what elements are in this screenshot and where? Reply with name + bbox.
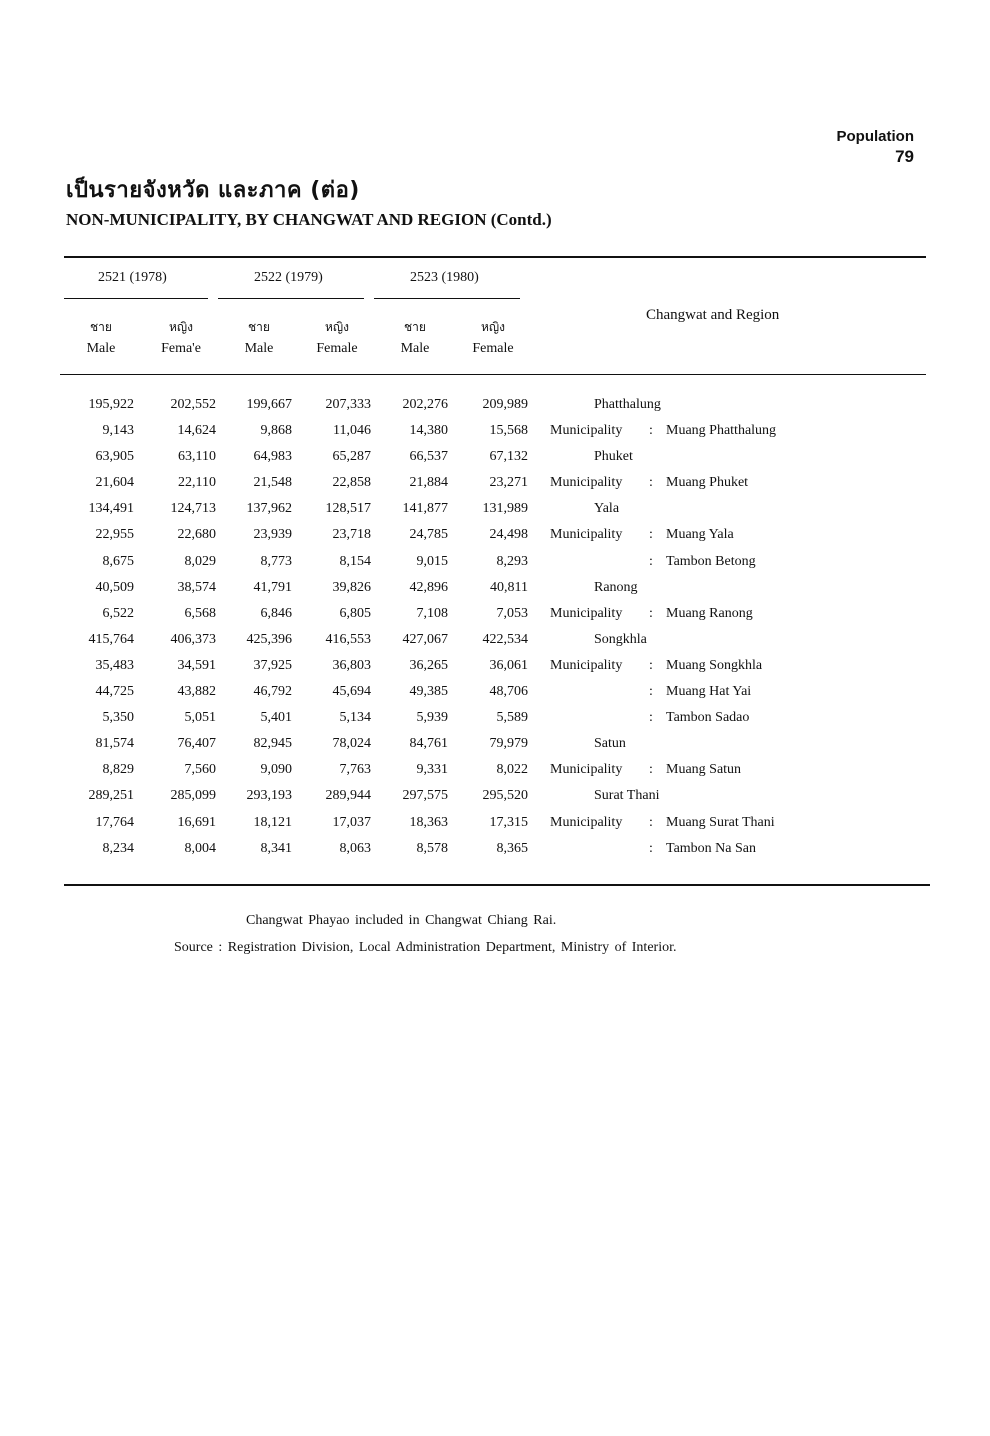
cell-female-1979: 36,803 bbox=[332, 657, 371, 673]
cell-male-1980: 9,331 bbox=[416, 762, 448, 778]
cell-male-1979: 293,193 bbox=[246, 788, 292, 804]
cell-female-1979: 39,826 bbox=[332, 579, 371, 595]
cell-male-1978: 17,764 bbox=[95, 814, 134, 830]
colon-separator: : bbox=[649, 710, 653, 726]
colon-separator: : bbox=[649, 605, 653, 621]
table-row bbox=[0, 421, 990, 447]
cell-female-1979: 6,805 bbox=[339, 605, 371, 621]
cell-male-1979: 64,983 bbox=[253, 449, 292, 465]
year-underline-1978 bbox=[64, 298, 208, 299]
page-header bbox=[837, 128, 915, 167]
col-female-label: Female bbox=[316, 341, 358, 356]
cell-female-1980: 422,534 bbox=[482, 631, 528, 647]
cell-male-1980: 141,877 bbox=[402, 501, 448, 517]
cell-male-1979: 21,548 bbox=[253, 475, 292, 491]
cell-male-1978: 134,491 bbox=[88, 501, 134, 517]
cell-female-1979: 45,694 bbox=[332, 684, 371, 700]
table-row bbox=[0, 630, 990, 656]
cell-female-1980: 36,061 bbox=[489, 657, 528, 673]
table-row bbox=[0, 734, 990, 760]
locality-name: Muang Satun bbox=[666, 762, 742, 778]
col-female-1979 bbox=[302, 316, 372, 360]
col-male-1980 bbox=[380, 316, 450, 360]
cell-male-1980: 297,575 bbox=[402, 788, 448, 804]
cell-female-1980: 8,022 bbox=[496, 762, 528, 778]
cell-female-1979: 22,858 bbox=[332, 475, 371, 491]
table-row bbox=[0, 708, 990, 734]
cell-male-1979: 5,401 bbox=[260, 710, 292, 726]
cell-female-1980: 17,315 bbox=[489, 814, 528, 830]
col-male-thai: ชาย bbox=[248, 320, 270, 334]
cell-male-1978: 22,955 bbox=[95, 527, 134, 543]
province-name: Yala bbox=[594, 501, 620, 517]
locality-name: Muang Surat Thani bbox=[666, 814, 775, 830]
cell-female-1978: 34,591 bbox=[177, 657, 216, 673]
table-row bbox=[0, 839, 990, 865]
cell-male-1980: 66,537 bbox=[409, 449, 448, 465]
col-female-label: Fema'e bbox=[161, 341, 201, 356]
cell-male-1978: 35,483 bbox=[95, 657, 134, 673]
cell-female-1978: 43,882 bbox=[177, 684, 216, 700]
col-female-1980 bbox=[458, 316, 528, 360]
cell-male-1978: 415,764 bbox=[88, 631, 134, 647]
municipality-label: Municipality bbox=[550, 423, 623, 439]
cell-female-1979: 23,718 bbox=[332, 527, 371, 543]
cell-male-1979: 8,773 bbox=[260, 553, 292, 569]
table-row bbox=[0, 499, 990, 525]
cell-female-1979: 5,134 bbox=[339, 710, 371, 726]
colon-separator: : bbox=[649, 657, 653, 673]
cell-female-1978: 202,552 bbox=[170, 397, 216, 412]
table-row bbox=[0, 447, 990, 473]
col-male-thai: ชาย bbox=[404, 320, 426, 334]
bottom-rule bbox=[64, 884, 930, 886]
col-female-thai: หญิง bbox=[481, 320, 505, 334]
table-row bbox=[0, 813, 990, 839]
locality-name: Muang Ranong bbox=[666, 605, 753, 621]
cell-male-1980: 202,276 bbox=[402, 397, 448, 412]
locality-name: Muang Songkhla bbox=[666, 657, 763, 673]
cell-female-1979: 207,333 bbox=[325, 397, 371, 412]
cell-female-1979: 78,024 bbox=[332, 736, 371, 752]
locality-name: Muang Phatthalung bbox=[666, 423, 777, 439]
year-header-1979: 2522 (1979) bbox=[254, 270, 323, 285]
cell-female-1978: 8,029 bbox=[184, 553, 216, 569]
table-row bbox=[0, 552, 990, 578]
year-underline-1979 bbox=[218, 298, 364, 299]
col-male-label: Male bbox=[244, 341, 274, 356]
cell-female-1978: 5,051 bbox=[184, 710, 216, 726]
colon-separator: : bbox=[649, 840, 653, 856]
source-note: Source : Registration Division, Local Administration Department, Ministry of Interior. bbox=[174, 940, 677, 955]
year-underline-1980 bbox=[374, 298, 520, 299]
cell-female-1979: 65,287 bbox=[332, 449, 371, 465]
cell-female-1978: 285,099 bbox=[170, 788, 216, 804]
colon-separator: : bbox=[649, 527, 653, 543]
cell-male-1980: 21,884 bbox=[409, 475, 448, 491]
province-name: Phuket bbox=[594, 449, 633, 465]
table-body bbox=[0, 395, 990, 865]
year-header-1978: 2521 (1978) bbox=[98, 270, 167, 285]
table-row bbox=[0, 473, 990, 499]
cell-female-1978: 8,004 bbox=[184, 840, 216, 856]
cell-male-1980: 5,939 bbox=[416, 710, 448, 726]
colon-separator: : bbox=[649, 762, 653, 778]
col-female-label: Female bbox=[472, 341, 514, 356]
cell-female-1979: 7,763 bbox=[339, 762, 371, 778]
table-row bbox=[0, 656, 990, 682]
year-header-1980: 2523 (1980) bbox=[410, 270, 479, 285]
cell-female-1978: 14,624 bbox=[177, 423, 216, 439]
cell-male-1978: 9,143 bbox=[102, 423, 134, 439]
cell-female-1979: 289,944 bbox=[325, 788, 371, 804]
cell-male-1979: 8,341 bbox=[260, 840, 292, 856]
province-name: Songkhla bbox=[594, 631, 647, 647]
col-male-label: Male bbox=[400, 341, 430, 356]
cell-male-1979: 6,846 bbox=[260, 605, 292, 621]
table-row bbox=[0, 786, 990, 812]
municipality-label: Municipality bbox=[550, 657, 623, 673]
changwat-region-header: Changwat and Region bbox=[646, 307, 780, 323]
col-male-label: Male bbox=[86, 341, 116, 356]
cell-male-1980: 9,015 bbox=[416, 553, 448, 569]
cell-male-1980: 49,385 bbox=[409, 684, 448, 700]
header-bottom-rule bbox=[60, 374, 926, 375]
cell-male-1978: 8,675 bbox=[102, 553, 134, 569]
locality-name: Tambon Sadao bbox=[666, 710, 750, 726]
section-name: Population bbox=[836, 128, 914, 145]
col-male-1979 bbox=[224, 316, 294, 360]
page-number: 79 bbox=[895, 147, 914, 166]
cell-male-1979: 9,090 bbox=[260, 762, 292, 778]
cell-female-1979: 128,517 bbox=[325, 501, 371, 517]
table-title-english: NON-MUNICIPALITY, BY CHANGWAT AND REGION (Contd.) bbox=[66, 210, 552, 229]
cell-male-1978: 40,509 bbox=[95, 579, 134, 595]
cell-female-1980: 7,053 bbox=[496, 605, 528, 621]
cell-male-1978: 5,350 bbox=[102, 710, 134, 726]
table-row bbox=[0, 578, 990, 604]
footnote: Changwat Phayao included in Changwat Chiang Rai. bbox=[246, 913, 557, 928]
cell-male-1980: 427,067 bbox=[402, 631, 448, 647]
cell-female-1980: 5,589 bbox=[496, 710, 528, 726]
cell-female-1979: 11,046 bbox=[333, 423, 371, 439]
cell-female-1978: 38,574 bbox=[177, 579, 216, 595]
table-row bbox=[0, 682, 990, 708]
cell-male-1978: 63,905 bbox=[95, 449, 134, 465]
cell-female-1978: 22,110 bbox=[178, 475, 216, 491]
colon-separator: : bbox=[649, 423, 653, 439]
cell-female-1978: 63,110 bbox=[178, 449, 216, 465]
municipality-label: Municipality bbox=[550, 762, 623, 778]
cell-female-1980: 79,979 bbox=[489, 736, 528, 752]
cell-male-1978: 8,234 bbox=[102, 840, 134, 856]
cell-male-1979: 199,667 bbox=[246, 397, 292, 412]
colon-separator: : bbox=[649, 553, 653, 569]
table-title-thai: เป็นรายจังหวัด และภาค (ต่อ) bbox=[66, 178, 360, 203]
cell-female-1980: 8,365 bbox=[496, 840, 528, 856]
province-name: Ranong bbox=[594, 579, 638, 595]
colon-separator: : bbox=[649, 475, 653, 491]
cell-female-1979: 416,553 bbox=[325, 631, 371, 647]
cell-male-1978: 81,574 bbox=[95, 736, 134, 752]
cell-female-1978: 7,560 bbox=[184, 762, 216, 778]
cell-male-1978: 21,604 bbox=[95, 475, 134, 491]
locality-name: Muang Phuket bbox=[666, 475, 749, 491]
municipality-label: Municipality bbox=[550, 527, 623, 543]
cell-male-1979: 425,396 bbox=[246, 631, 292, 647]
cell-male-1979: 37,925 bbox=[253, 657, 292, 673]
locality-name: Tambon Na San bbox=[666, 840, 757, 856]
municipality-label: Municipality bbox=[550, 475, 623, 491]
cell-male-1978: 8,829 bbox=[102, 762, 134, 778]
cell-female-1980: 131,989 bbox=[482, 501, 528, 517]
cell-male-1980: 24,785 bbox=[409, 527, 448, 543]
col-female-thai: หญิง bbox=[325, 320, 349, 334]
cell-male-1980: 18,363 bbox=[409, 814, 448, 830]
municipality-label: Municipality bbox=[550, 814, 623, 830]
province-name: Satun bbox=[594, 736, 626, 752]
cell-female-1980: 67,132 bbox=[489, 449, 528, 465]
cell-male-1978: 195,922 bbox=[88, 397, 134, 412]
top-rule bbox=[64, 256, 926, 258]
cell-female-1980: 23,271 bbox=[489, 475, 528, 491]
cell-female-1978: 406,373 bbox=[170, 631, 216, 647]
cell-female-1979: 8,154 bbox=[339, 553, 371, 569]
cell-male-1979: 9,868 bbox=[260, 423, 292, 439]
cell-female-1979: 17,037 bbox=[332, 814, 371, 830]
locality-name: Tambon Betong bbox=[666, 553, 756, 569]
cell-male-1980: 14,380 bbox=[409, 423, 448, 439]
cell-male-1980: 8,578 bbox=[416, 840, 448, 856]
cell-female-1980: 295,520 bbox=[482, 788, 528, 804]
cell-male-1978: 289,251 bbox=[88, 788, 134, 804]
locality-name: Muang Yala bbox=[666, 527, 734, 543]
cell-male-1979: 18,121 bbox=[253, 814, 292, 830]
cell-female-1980: 15,568 bbox=[489, 423, 528, 439]
municipality-label: Municipality bbox=[550, 605, 623, 621]
cell-female-1979: 8,063 bbox=[339, 840, 371, 856]
cell-female-1980: 40,811 bbox=[490, 579, 528, 595]
col-male-1978 bbox=[66, 316, 136, 360]
province-name: Surat Thani bbox=[594, 788, 660, 804]
table-row bbox=[0, 525, 990, 551]
colon-separator: : bbox=[649, 814, 653, 830]
cell-female-1978: 76,407 bbox=[177, 736, 216, 752]
table-row bbox=[0, 604, 990, 630]
locality-name: Muang Hat Yai bbox=[666, 684, 752, 700]
cell-male-1980: 84,761 bbox=[409, 736, 448, 752]
table-row bbox=[0, 760, 990, 786]
cell-female-1978: 22,680 bbox=[177, 527, 216, 543]
cell-male-1980: 42,896 bbox=[409, 579, 448, 595]
col-female-thai: หญิง bbox=[169, 320, 193, 334]
cell-female-1978: 6,568 bbox=[184, 605, 216, 621]
province-name: Phatthalung bbox=[594, 397, 661, 412]
cell-male-1979: 82,945 bbox=[253, 736, 292, 752]
cell-male-1979: 46,792 bbox=[253, 684, 292, 700]
col-male-thai: ชาย bbox=[90, 320, 112, 334]
cell-male-1979: 41,791 bbox=[253, 579, 292, 595]
colon-separator: : bbox=[649, 684, 653, 700]
col-female-1978 bbox=[146, 316, 216, 360]
cell-male-1980: 7,108 bbox=[416, 605, 448, 621]
cell-female-1980: 48,706 bbox=[489, 684, 528, 700]
cell-male-1980: 36,265 bbox=[409, 657, 448, 673]
cell-female-1978: 124,713 bbox=[170, 501, 216, 517]
cell-male-1979: 137,962 bbox=[246, 501, 292, 517]
table-row bbox=[0, 395, 990, 421]
cell-female-1980: 8,293 bbox=[496, 553, 528, 569]
cell-male-1979: 23,939 bbox=[253, 527, 292, 543]
cell-female-1980: 24,498 bbox=[489, 527, 528, 543]
cell-female-1980: 209,989 bbox=[482, 397, 528, 412]
cell-male-1978: 6,522 bbox=[102, 605, 134, 621]
cell-male-1978: 44,725 bbox=[95, 684, 134, 700]
cell-female-1978: 16,691 bbox=[177, 814, 216, 830]
